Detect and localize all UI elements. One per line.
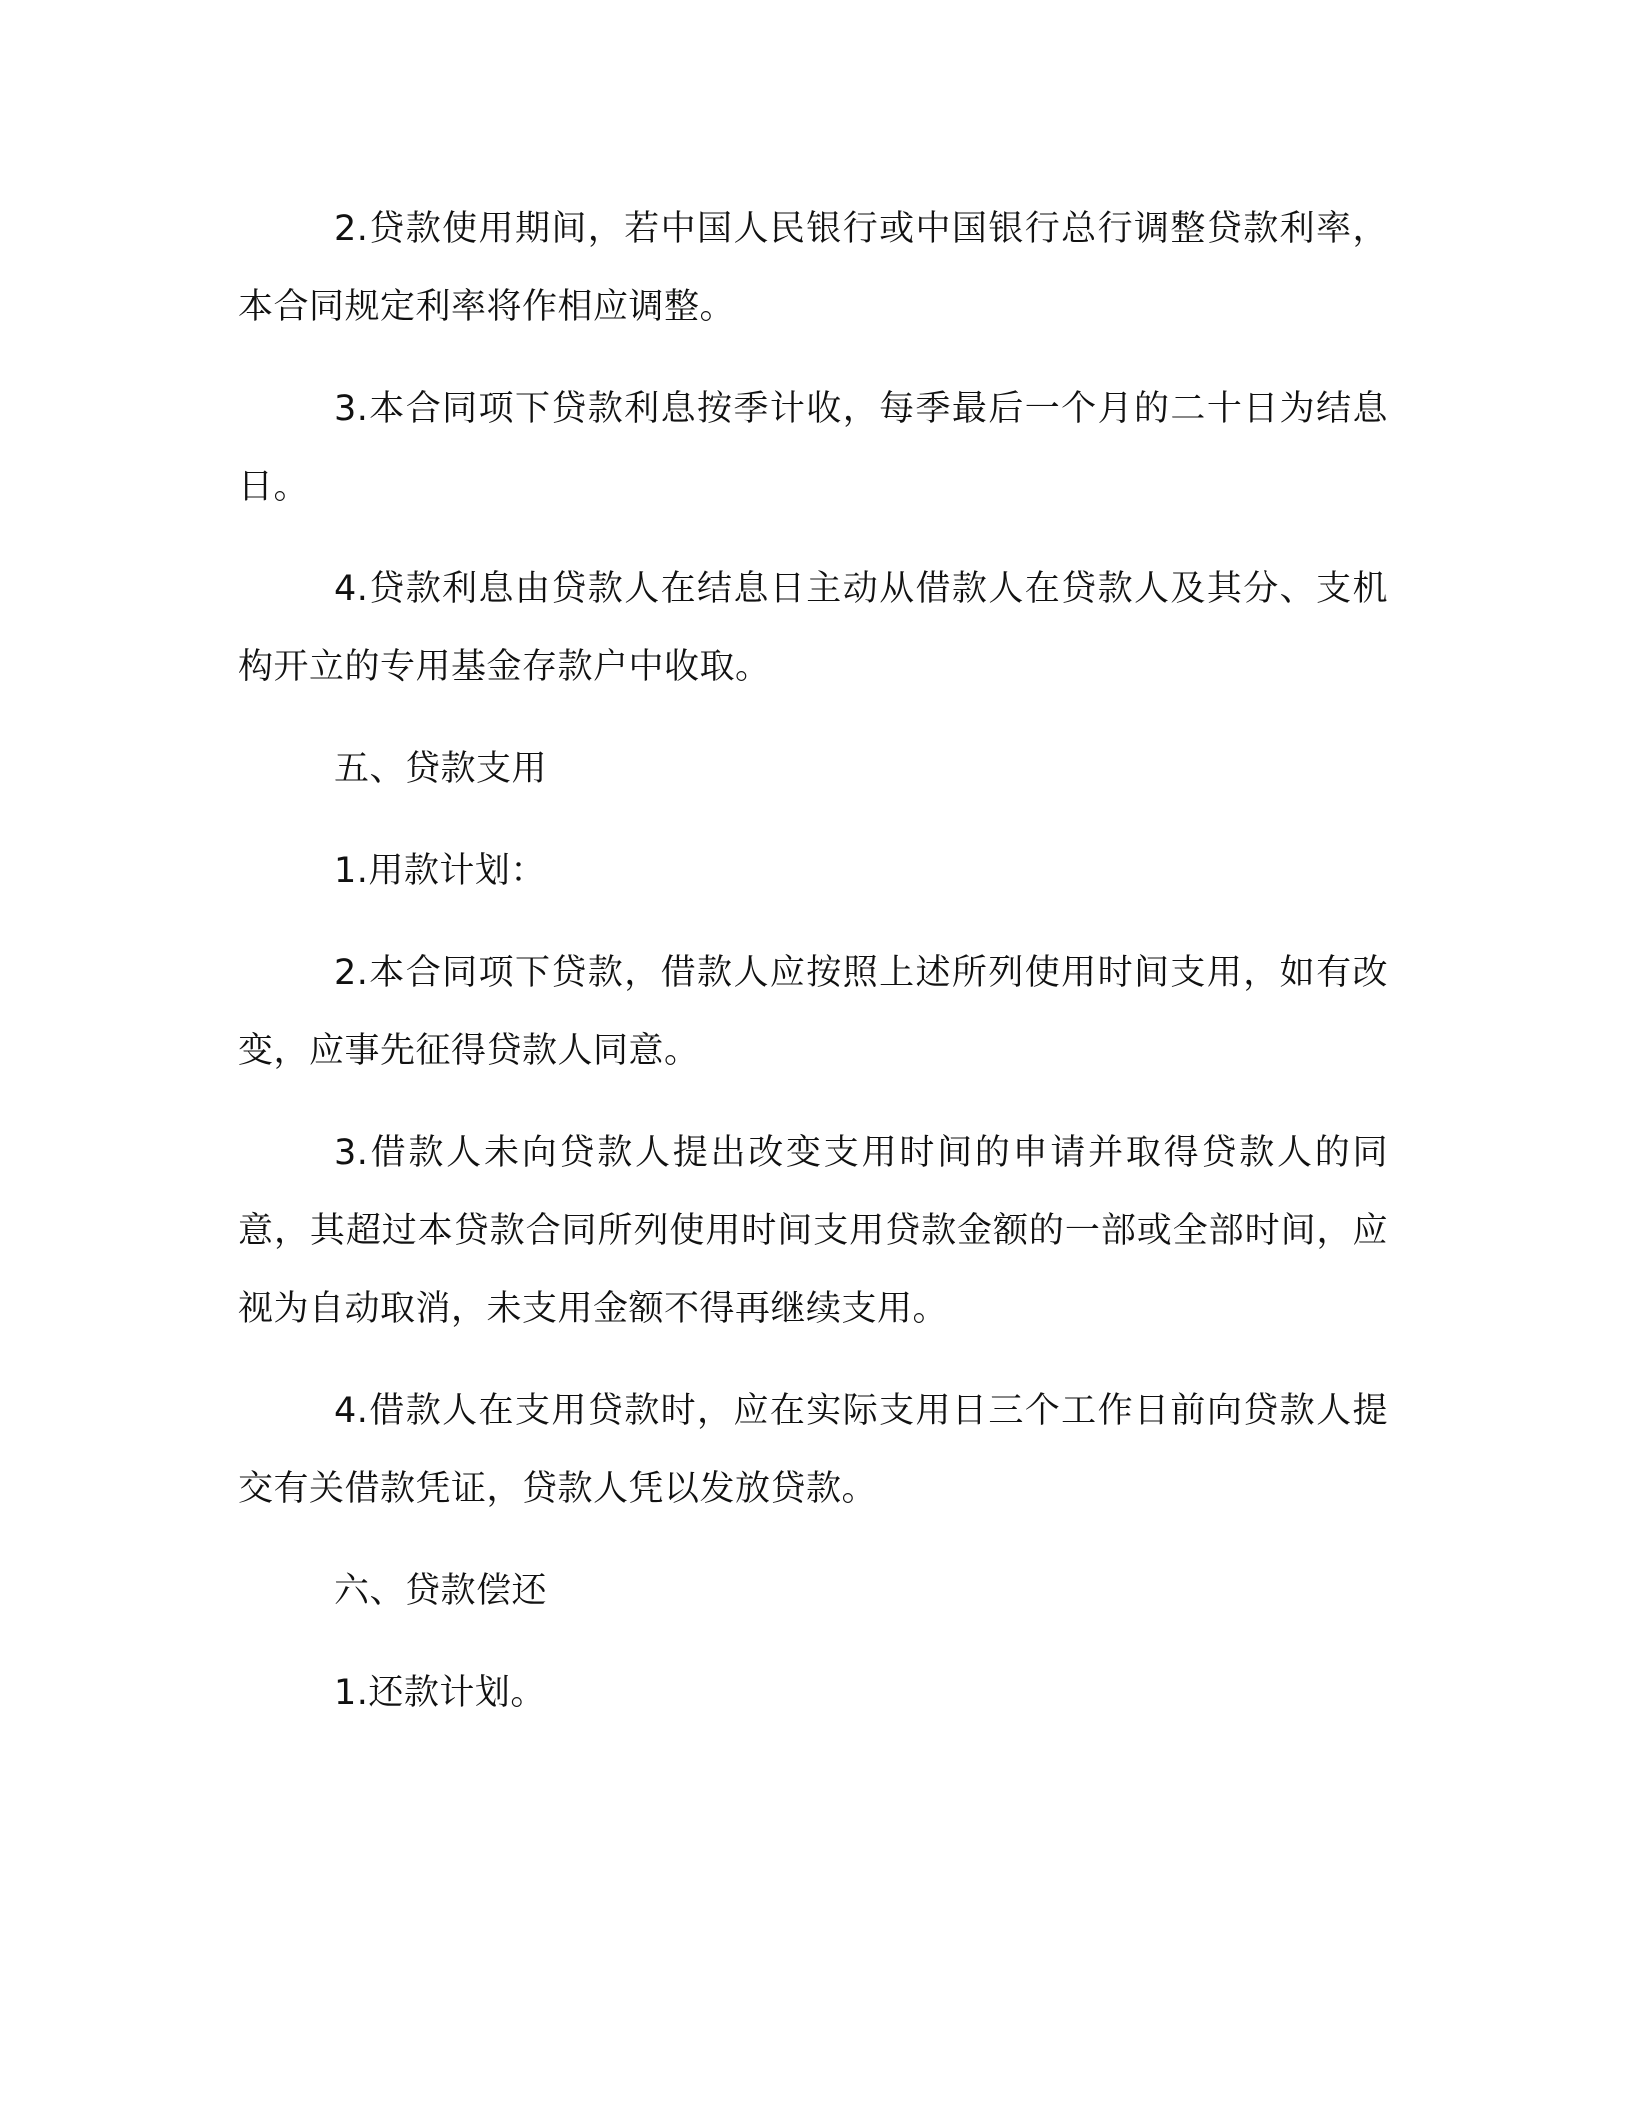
clause-4-3: 3.本合同项下贷款利息按季计收，每季最后一个月的二十日为结息日。 [238,389,1388,507]
document-page [238,190,1388,1756]
section-heading-6: 六、贷款偿还 [334,1571,548,1611]
clause-5-3: 3.借款人未向贷款人提出改变支用时间的申请并取得贷款人的同意，其超过本贷款合同所列使用时间支用贷款金额的一部或全部时间，应视为自动取消，未支用金额不得再继续支用。 [238,1133,1388,1329]
section-heading-5: 五、贷款支用 [334,749,548,789]
clause-5-1: 1.用款计划： [334,851,546,891]
clause-4-4: 4.贷款利息由贷款人在结息日主动从借款人在贷款人及其分、支机构开立的专用基金存款户中收取。 [238,569,1388,687]
clause-5-4: 4.借款人在支用贷款时，应在实际支用日三个工作日前向贷款人提交有关借款凭证，贷款人凭以发放贷款。 [238,1391,1388,1509]
clause-4-2: 2.贷款使用期间，若中国人民银行或中国银行总行调整贷款利率，本合同规定利率将作相应调整。 [238,209,1388,327]
clause-5-2: 2.本合同项下贷款，借款人应按照上述所列使用时间支用，如有改变，应事先征得贷款人同意。 [238,953,1388,1071]
clause-6-1: 1.还款计划。 [334,1673,546,1713]
